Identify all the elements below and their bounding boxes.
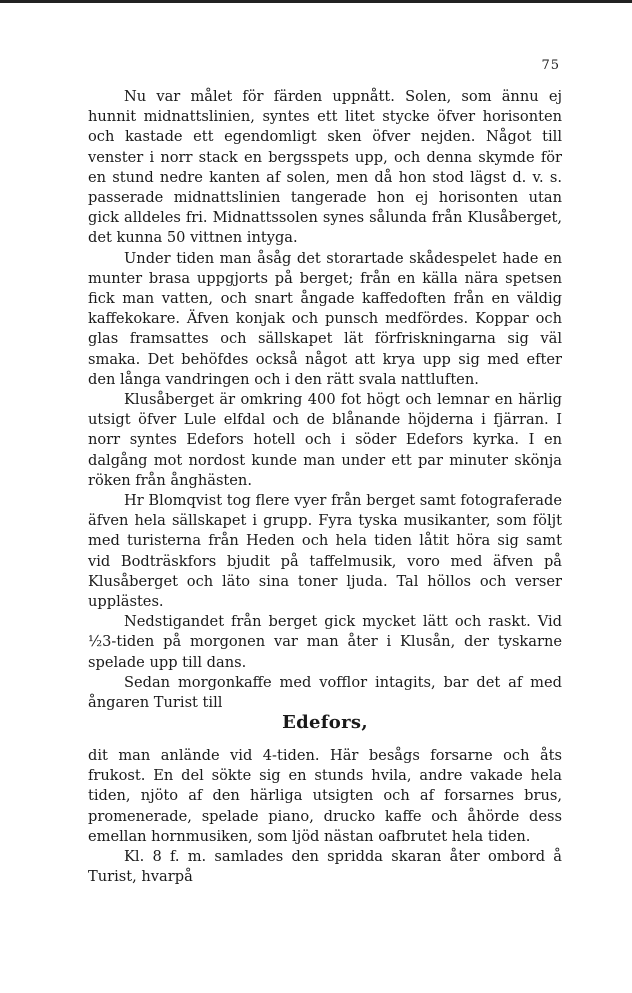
- paragraph-descent: Nedstigandet från berget gick mycket lätt och raskt. Vid ½3-tiden på morgonen var man åter i Klusån, der tyskarne spelade upp till dans.: [88, 613, 562, 671]
- page-number: 75: [541, 58, 560, 73]
- paragraph-reboarding: Kl. 8 f. m. samlades den spridda skaran åter ombord å Turist, hvarpå: [88, 848, 562, 886]
- paragraph-midnight-sun: Nu var målet för färden uppnått. Solen, som ännu ej hunnit midnattslinien, syntes ett litet stycke öfver horisonten och kastade ett egendomligt sken öfver nejden. Något till venster i norr stack en bergsspets upp, och denna skymde för en stund nedre kanten af solen, men då hon stod lägst d. v. s. passerade midnattslinien tangerade hon ej horisonten utan gick alldeles fri. Midnattssolen synes sålunda från Klusåberget, det kunna 50 vittnen intyga.: [88, 88, 562, 247]
- paragraph-photographs-music: Hr Blomqvist tog flere vyer från berget samt fotograferade äfven hela sällskapet i grupp. Fyra tyska musikanter, som följt med turisterna från Heden och hela tiden låtit höra sig samt vid Bodträskfors bjudit på taffelmusik, voro med äfven på Klusåberget och läto sina toner ljuda. Tal höllos och verser upplästes.: [88, 492, 562, 611]
- section-heading-edefors: Edefors,: [282, 712, 368, 733]
- body-text-before-heading: [88, 87, 562, 713]
- top-border-line: [0, 0, 632, 3]
- paragraph-departure: Sedan morgonkaffe med vofflor intagits, bar det af med ångaren Turist till: [88, 673, 562, 712]
- paragraph-arrival: dit man anlände vid 4-tiden. Här besågs forsarne och åts frukost. En del sökte sig en stunds hvila, andre vakade hela tiden, njöto af den härliga utsigten och af forsarnes brus, promenerade, spelade piano, drucko kaffe och åhörde dess emellan hornmusiken, som ljöd nästan oafbrutet hela tiden.: [88, 747, 562, 845]
- paragraph-coffee-fire: Under tiden man åsåg det storartade skådespelet hade en munter brasa uppgjorts på berget; från en källa nära spetsen fick man vatten, och snart ångade kaffedoften från en väldig kaffekokare. Äfven konjak och punsch medfördes. Koppar och glas framsattes och sällskapet lät förfriskningarna sig väl smaka. Det behöfdes också något att krya upp sig med efter den långa vandringen och i den rätt svala nattluften.: [88, 249, 562, 388]
- paragraph-view: Klusåberget är omkring 400 fot högt och lemnar en härlig utsigt öfver Lule elfdal och de blånande höjderna i fjärran. I norr syntes Edefors hotell och i söder Edefors kyrka. I en dalgång mot nordost kunde man under ett par minuter skönja röken från ånghästen.: [88, 391, 562, 489]
- body-text-after-heading: [88, 746, 562, 887]
